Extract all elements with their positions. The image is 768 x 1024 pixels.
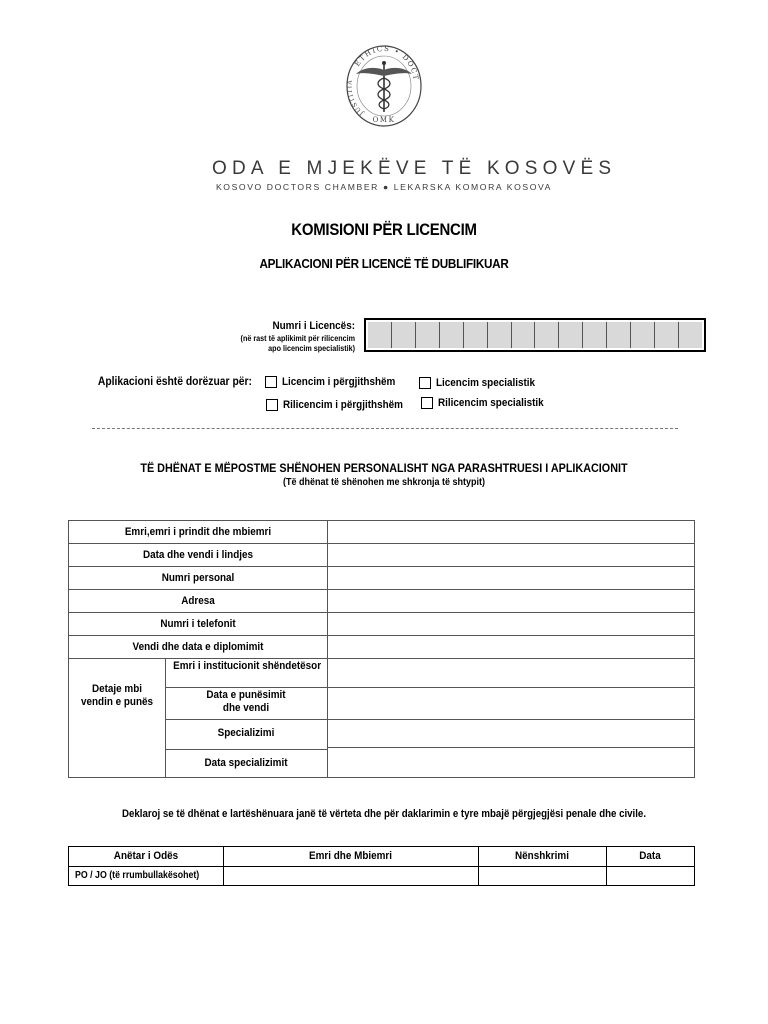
member-date-field[interactable] [607, 867, 694, 885]
employment-value-field[interactable] [328, 688, 694, 719]
field-label-birth: Data dhe vendi i lindjes [142, 549, 254, 561]
option-specialist-licensing[interactable] [419, 377, 546, 389]
seal-text-top: ETHICS • DOCT [353, 44, 420, 82]
employment-line2: dhe vendi [222, 702, 270, 714]
checkbox[interactable] [266, 399, 278, 411]
licence-digit-cell[interactable] [534, 322, 558, 348]
chamber-members-table [68, 846, 695, 886]
header-full-name: Emri dhe Mbiemri [308, 850, 393, 862]
seal-text-left: JUSTITIA [346, 79, 366, 117]
work-details-line2: vendin e punës [80, 696, 154, 708]
header-date: Data [639, 850, 661, 862]
field-label-phone: Numri i telefonit [160, 618, 236, 630]
member-signature-field[interactable] [479, 867, 606, 885]
seal-text-bottom: OMK [372, 116, 396, 124]
field-label-name: Emri,emri i prindit dhe mbiemri [124, 526, 272, 538]
field-label-address: Adresa [181, 595, 215, 607]
brand-title: ODA E MJEKËVE TË KOSOVËS [212, 158, 617, 179]
institution-value-field[interactable] [328, 659, 694, 687]
checkbox[interactable] [265, 376, 277, 388]
form-subtitle: APLIKACIONI PËR LICENCË TË DUBLIFIKUAR [259, 256, 509, 271]
licence-digit-cell[interactable] [487, 322, 511, 348]
licence-note-line1: (në rast të aplikimit për rilicencim [240, 334, 355, 343]
section-note: (Të dhënat të shënohen me shkronja të shtypit) [282, 477, 486, 488]
licence-digit-cell[interactable] [415, 322, 439, 348]
field-label-personal-number: Numri personal [161, 572, 235, 584]
licence-digit-cell[interactable] [391, 322, 415, 348]
section-title: TË DHËNAT E MËPOSTME SHËNOHEN PERSONALISHT NGA PARASHTRUESI I APLIKACIONIT [140, 461, 628, 475]
chamber-seal-logo [344, 44, 424, 130]
member-name-field[interactable] [224, 867, 478, 885]
phone-value-field[interactable] [328, 613, 694, 635]
declaration-text: Deklaroj se të dhënat e lartëshënuara janë të vërteta dhe për daklarimin e tyre mbajë përgjegjësi penale dhe civile. [121, 808, 647, 820]
field-label-graduation: Vendi dhe data e diplomimit [132, 641, 264, 653]
licence-digit-cell[interactable] [368, 322, 391, 348]
application-type-label: Aplikacioni është dorëzuar për: [97, 376, 252, 388]
yes-no-row-label: PO / JO (të rrumbullakësohet) [75, 870, 200, 881]
form-title: KOMISIONI PËR LICENCIM [291, 220, 477, 239]
field-label-employment [173, 689, 319, 715]
field-label-specialization-date: Data specializimit [204, 757, 288, 769]
licence-digit-cell[interactable] [654, 322, 678, 348]
licence-digit-cell[interactable] [582, 322, 606, 348]
svg-text:ETHICS • DOCTRINA [344, 44, 420, 82]
licence-number-label: Numri i Licencës: [272, 320, 355, 332]
licence-digit-cell[interactable] [630, 322, 654, 348]
option-label: Licencim i përgjithshëm [282, 376, 396, 388]
work-details-line1: Detaje mbi [91, 683, 143, 695]
section-divider [92, 428, 678, 429]
checkbox[interactable] [421, 397, 433, 409]
specialization-value-field[interactable] [328, 720, 694, 747]
licence-digit-cell[interactable] [558, 322, 582, 348]
employment-line1: Data e punësimit [206, 689, 286, 701]
header-chamber-member: Anëtar i Odës [113, 850, 179, 862]
graduation-value-field[interactable] [328, 636, 694, 658]
licence-digit-cell[interactable] [439, 322, 463, 348]
option-general-licensing[interactable] [265, 376, 408, 388]
licence-digit-cell[interactable] [463, 322, 487, 348]
birth-value-field[interactable] [328, 544, 694, 566]
name-value-field[interactable] [328, 521, 694, 543]
field-label-specialization: Specializimi [217, 727, 275, 739]
address-value-field[interactable] [328, 590, 694, 612]
licence-digit-cell[interactable] [511, 322, 535, 348]
header-signature: Nënshkrimi [515, 850, 569, 862]
licence-note-line2: apo licencim specialistik) [268, 344, 355, 353]
licence-digit-cell[interactable] [606, 322, 630, 348]
work-details-label [74, 683, 160, 709]
personal-number-value-field[interactable] [328, 567, 694, 589]
personal-data-table [68, 520, 695, 778]
option-general-relicensing[interactable] [266, 399, 416, 411]
licence-number-note [198, 334, 356, 354]
field-label-institution: Emri i institucionit shëndetësor [173, 660, 322, 672]
specialization-date-value-field[interactable] [328, 748, 694, 777]
licence-digit-cell[interactable] [678, 322, 702, 348]
checkbox[interactable] [419, 377, 431, 389]
option-specialist-relicensing[interactable] [421, 397, 555, 409]
brand-subtitle: KOSOVO DOCTORS CHAMBER ● LEKARSKA KOMORA KOSOVA [215, 182, 553, 192]
option-label: Licencim specialistik [436, 377, 536, 389]
option-label: Rilicencim i përgjithshëm [283, 399, 403, 411]
option-label: Rilicencim specialistik [438, 397, 544, 409]
licence-number-grid[interactable] [364, 318, 706, 352]
